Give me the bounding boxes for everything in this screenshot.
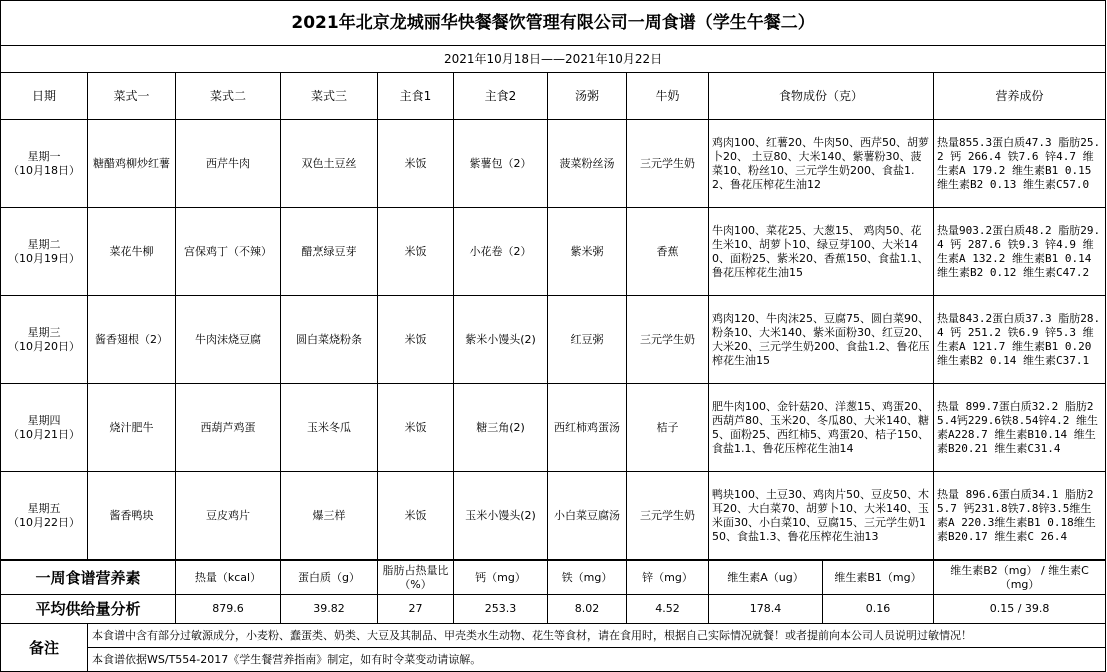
summary-header-zinc: 锌（mg） xyxy=(627,560,709,595)
summary-value-energy: 879.6 xyxy=(176,595,281,624)
nutrition-cell: 热量 899.7蛋白质32.2 脂肪25.4钙229.6铁8.54锌4.2 维生素A228.7 维生素B10.14 维生素B20.21 维生素C31.4 xyxy=(934,384,1106,472)
milk-cell: 三元学生奶 xyxy=(627,296,709,384)
nutrition-cell: 热量903.2蛋白质48.2 脂肪29.4 钙 287.6 铁9.3 锌4.9 维生素A 132.2 维生素B1 0.14 维生素B2 0.12 维生素C47.2 xyxy=(934,208,1106,296)
staple1-cell: 米饭 xyxy=(378,120,454,208)
dish2-cell: 西葫芦鸡蛋 xyxy=(176,384,281,472)
staple2-cell: 紫米小馒头(2) xyxy=(454,296,548,384)
header-row xyxy=(1,73,1106,120)
header-staple1: 主食1 xyxy=(378,73,454,120)
summary-label-nutrients: 一周食谱营养素 xyxy=(1,560,176,595)
day-row-mon xyxy=(1,120,1106,208)
day-row-thu xyxy=(1,384,1106,472)
summary-value-iron: 8.02 xyxy=(548,595,627,624)
note-row-1 xyxy=(1,624,1106,648)
day-row-fri xyxy=(1,472,1106,561)
summary-value-protein: 39.82 xyxy=(281,595,378,624)
summary-header-calcium: 钙（mg） xyxy=(454,560,548,595)
dish1-cell: 菜花牛柳 xyxy=(88,208,176,296)
dish1-cell: 酱香鸭块 xyxy=(88,472,176,561)
dish2-cell: 豆皮鸡片 xyxy=(176,472,281,561)
ingredients-cell: 鸭块100、土豆30、鸡肉片50、豆皮50、木耳20、大白菜70、胡萝卜10、大米140、玉米面30、小白菜10、豆腐15、三元学生奶150、食盐1.3、鲁花压榨花生油13 xyxy=(709,472,934,561)
dish2-cell: 西芹牛肉 xyxy=(176,120,281,208)
summary-value-calcium: 253.3 xyxy=(454,595,548,624)
nutrition-cell: 热量 896.6蛋白质34.1 脂肪25.7 钙231.8铁7.8锌3.5维生素A 220.3维生素B1 0.18维生素B20.17 维生素C 26.4 xyxy=(934,472,1106,561)
dish3-cell: 玉米冬瓜 xyxy=(281,384,378,472)
summary-header-energy: 热量（kcal） xyxy=(176,560,281,595)
day-cell xyxy=(1,120,88,208)
ingredients-cell: 鸡肉120、牛肉沫25、豆腐75、圆白菜90、粉条10、大米140、紫米面粉30、红豆20、大米20、三元学生奶200、食盐1.2、鲁花压榨花生油15 xyxy=(709,296,934,384)
dish3-cell: 爆三样 xyxy=(281,472,378,561)
day-date: （10月18日） xyxy=(8,163,80,177)
day-name: 星期三 xyxy=(27,325,61,339)
summary-value-vitamin-a: 178.4 xyxy=(709,595,823,624)
milk-cell: 香蕉 xyxy=(627,208,709,296)
dish2-cell: 牛肉沫烧豆腐 xyxy=(176,296,281,384)
ingredients-cell: 牛肉100、菜花25、大葱15、 鸡肉50、花生米10、胡萝卜10、绿豆芽100、大米140、面粉25、紫米20、香蕉150、食盐1.1、鲁花压榨花生油15 xyxy=(709,208,934,296)
staple2-cell: 糖三角(2) xyxy=(454,384,548,472)
day-cell xyxy=(1,208,88,296)
summary-header-vitamin-b2-c: 维生素B2（mg） / 维生素C（mg） xyxy=(934,560,1106,595)
header-dish3: 菜式三 xyxy=(281,73,378,120)
day-name: 星期一 xyxy=(27,149,61,163)
summary-value-vitamin-b2-c: 0.15 / 39.8 xyxy=(934,595,1106,624)
staple1-cell: 米饭 xyxy=(378,296,454,384)
note-row-2 xyxy=(1,648,1106,672)
ingredients-cell: 肥牛肉100、金针菇20、洋葱15、鸡蛋20、西葫芦80、玉米20、冬瓜80、大米140、糖5、面粉25、西红柿5、鸡蛋20、桔子150、食盐1.1、鲁花压榨花生油14 xyxy=(709,384,934,472)
summary-value-vitamin-c: 39.8 xyxy=(1024,602,1050,615)
day-date: （10月22日） xyxy=(8,515,80,529)
dish3-cell: 双色土豆丝 xyxy=(281,120,378,208)
staple1-cell: 米饭 xyxy=(378,384,454,472)
day-name: 星期二 xyxy=(27,237,61,251)
day-cell xyxy=(1,296,88,384)
soup-cell: 红豆粥 xyxy=(548,296,627,384)
day-date: （10月21日） xyxy=(8,427,80,441)
average-row xyxy=(1,595,1106,624)
header-soup: 汤粥 xyxy=(548,73,627,120)
dish2-cell: 宫保鸡丁（不辣） xyxy=(176,208,281,296)
nutrition-cell: 热量843.2蛋白质37.3 脂肪28.4 钙 251.2 铁6.9 锌5.3 维生素A 121.7 维生素B1 0.20 维生素B2 0.14 维生素C37.1 xyxy=(934,296,1106,384)
header-nutrition: 营养成份 xyxy=(934,73,1106,120)
day-row-tue xyxy=(1,208,1106,296)
header-ingredients: 食物成份（克） xyxy=(709,73,934,120)
notes-label: 备注 xyxy=(1,624,88,672)
page-title: 2021年北京龙城丽华快餐餐饮管理有限公司一周食谱（学生午餐二） xyxy=(1,1,1106,46)
summary-label-average: 平均供给量分析 xyxy=(1,595,176,624)
staple1-cell: 米饭 xyxy=(378,208,454,296)
header-dish2: 菜式二 xyxy=(176,73,281,120)
day-name: 星期四 xyxy=(27,413,61,427)
summary-header-iron: 铁（mg） xyxy=(548,560,627,595)
dish1-cell: 糖醋鸡柳炒红薯 xyxy=(88,120,176,208)
header-milk: 牛奶 xyxy=(627,73,709,120)
day-name: 星期五 xyxy=(27,501,61,515)
day-cell xyxy=(1,384,88,472)
date-range: 2021年10月18日——2021年10月22日 xyxy=(1,46,1106,73)
ingredients-cell: 鸡肉100、红薯20、牛肉50、西芹50、胡萝卜20、 土豆80、大米140、紫薯粉30、菠菜10、粉丝10、三元学生奶200、食盐1.2、鲁花压榨花生油12 xyxy=(709,120,934,208)
staple1-cell: 米饭 xyxy=(378,472,454,561)
nutrient-header-row xyxy=(1,560,1106,595)
soup-cell: 菠菜粉丝汤 xyxy=(548,120,627,208)
staple2-cell: 玉米小馒头(2) xyxy=(454,472,548,561)
day-date: （10月20日） xyxy=(8,339,80,353)
day-cell xyxy=(1,472,88,561)
day-date: （10月19日） xyxy=(8,251,80,265)
milk-cell: 桔子 xyxy=(627,384,709,472)
milk-cell: 三元学生奶 xyxy=(627,120,709,208)
staple2-cell: 紫薯包（2） xyxy=(454,120,548,208)
summary-header-vitamin-b2: 维生素B2（mg） xyxy=(950,563,1038,577)
summary-value-fat: 27 xyxy=(378,595,454,624)
dish3-cell: 醋烹绿豆芽 xyxy=(281,208,378,296)
dish1-cell: 烧汁肥牛 xyxy=(88,384,176,472)
header-date: 日期 xyxy=(1,73,88,120)
summary-header-protein: 蛋白质（g） xyxy=(281,560,378,595)
milk-cell: 三元学生奶 xyxy=(627,472,709,561)
summary-value-zinc: 4.52 xyxy=(627,595,709,624)
dish1-cell: 酱香翅根（2） xyxy=(88,296,176,384)
summary-value-vitamin-b2: 0.15 xyxy=(989,602,1015,615)
soup-cell: 小白菜豆腐汤 xyxy=(548,472,627,561)
header-dish1: 菜式一 xyxy=(88,73,176,120)
dish3-cell: 圆白菜烧粉条 xyxy=(281,296,378,384)
nutrition-cell: 热量855.3蛋白质47.3 脂肪25.2 钙 266.4 铁7.6 锌4.7 维生素A 179.2 维生素B1 0.15 维生素B2 0.13 维生素C57.0 xyxy=(934,120,1106,208)
soup-cell: 西红柿鸡蛋汤 xyxy=(548,384,627,472)
summary-header-fat: 脂肪占热量比（%） xyxy=(378,560,454,595)
day-row-wed xyxy=(1,296,1106,384)
summary-header-vitamin-b1: 维生素B1（mg） xyxy=(823,560,934,595)
soup-cell: 紫米粥 xyxy=(548,208,627,296)
summary-value-vitamin-b1: 0.16 xyxy=(823,595,934,624)
note-allergen: 本食谱中含有部分过敏源成分，小麦粉、蠢蛋类、奶类、大豆及其制品、甲壳类水生动物、花生等食材，请在食用时，根据自己实际情况就餐！或者提前向本公司人员说明过敏情况！ xyxy=(88,624,1106,648)
summary-header-vitamin-c: 维生素C（mg） xyxy=(999,563,1089,591)
staple2-cell: 小花卷（2） xyxy=(454,208,548,296)
note-standard: 本食谱依据WS/T554-2017《学生餐营养指南》制定，如有时令菜变动请谅解。 xyxy=(88,648,1106,672)
summary-header-vitamin-a: 维生素A（ug） xyxy=(709,560,823,595)
header-staple2: 主食2 xyxy=(454,73,548,120)
